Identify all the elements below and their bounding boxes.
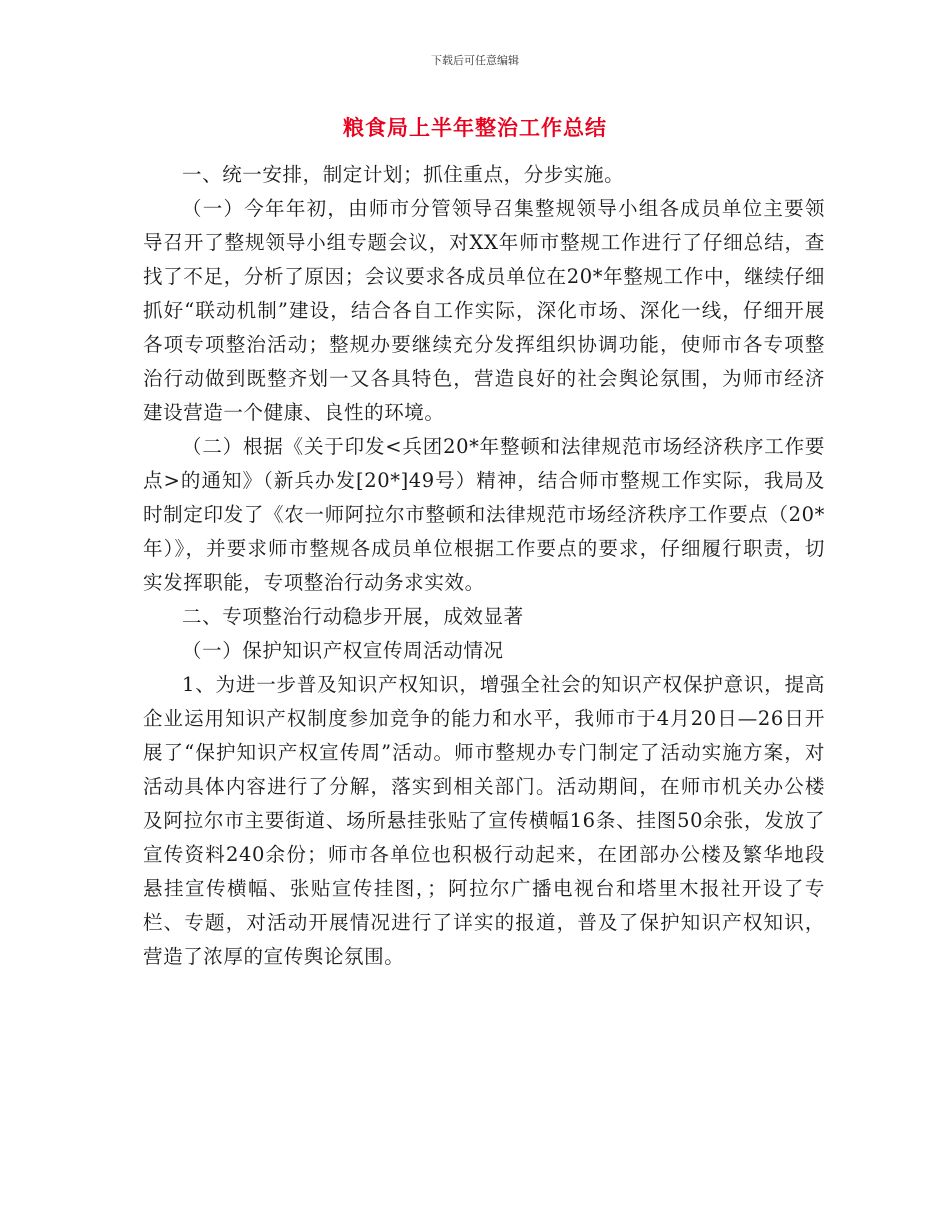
paragraph-3: 1、为进一步普及知识产权知识，增强全社会的知识产权保护意识，提高企业运用知识产权制度参加竞争的能力和水平，我师市于4月20日—26日开展了“保护知识产权宣传周”活动。师市整规办专门制定了活动实施方案，对活动具体内容进行了分解，落实到相关部门。活动期间，在师市机关办公楼及阿拉尔市主要街道、场所悬挂张贴了宣传横幅16条、挂图50余张，发放了宣传资料240余份；师市各单位也积极行动起来，在团部办公楼及繁华地段悬挂宣传横幅、张贴宣传挂图，；阿拉尔广播电视台和塔里木报社开设了专栏、专题，对活动开展情况进行了详实的报道，普及了保护知识产权知识，营造了浓厚的宣传舆论氛围。 (143, 673, 825, 968)
document-title: 粮食局上半年整治工作总结 (343, 116, 607, 140)
section-heading-1: 一、统一安排，制定计划；抓住重点，分步实施。 (182, 163, 625, 186)
document-body (143, 158, 825, 974)
subsection-heading-1: （一）保护知识产权宣传周活动情况 (182, 639, 504, 662)
section-heading-2: 二、专项整治行动稳步开展，成效显著 (182, 605, 524, 628)
header-note: 下载后可任意编辑 (431, 54, 519, 67)
paragraph-2: （二）根据《关于印发<兵团20*年整顿和法律规范市场经济秩序工作要点>的通知》（新兵办发[20*]49号）精神，结合师市整规工作实际，我局及时制定印发了《农一师阿拉尔市整顿和法律规范市场经济秩序工作要点（20*年）》，并要求师市整规各成员单位根据工作要点的要求，仔细履行职责，切实发挥职能，专项整治行动务求实效。 (143, 435, 825, 594)
paragraph-1: （一）今年年初，由师市分管领导召集整规领导小组各成员单位主要领导召开了整规领导小组专题会议，对XX年师市整规工作进行了仔细总结，查找了不足，分析了原因；会议要求各成员单位在20*年整规工作中，继续仔细抓好“联动机制”建设，结合各自工作实际，深化市场、深化一线，仔细开展各项专项整治活动；整规办要继续充分发挥组织协调功能，使师市各专项整治行动做到既整齐划一又各具特色，营造良好的社会舆论氛围，为师市经济建设营造一个健康、良性的环境。 (143, 197, 825, 424)
